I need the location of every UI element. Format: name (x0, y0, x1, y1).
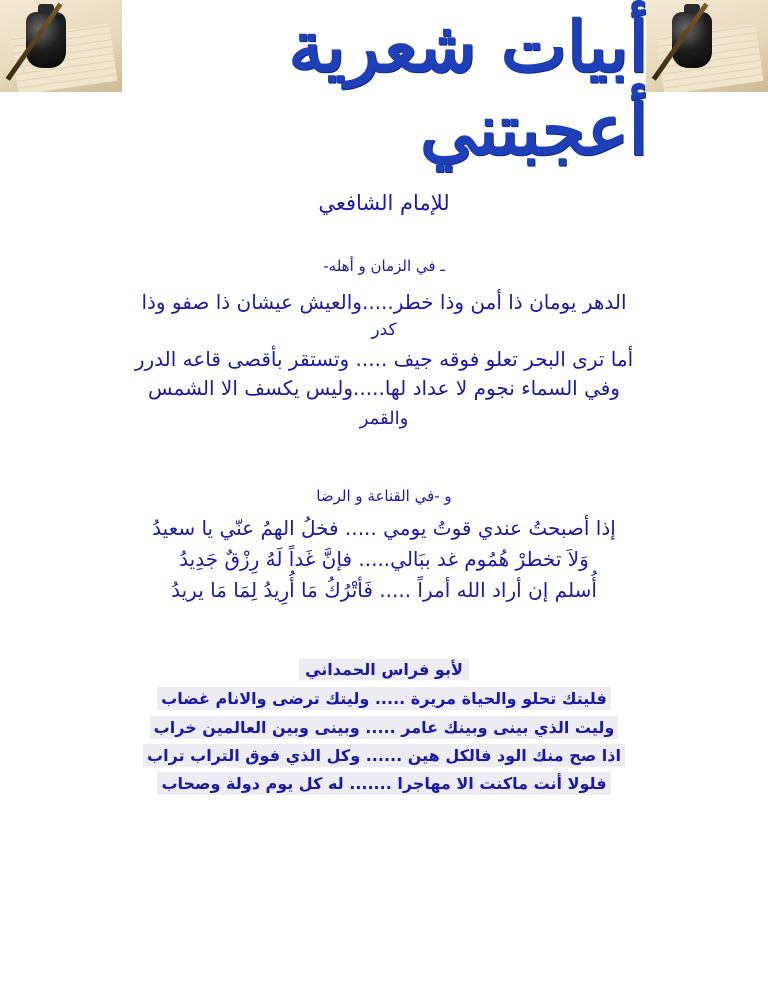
verse-text: وليت الذي بينى وبينك عامر ..... وبينى وبين العالمين خراب (150, 716, 619, 739)
inkwell-image-right (646, 0, 768, 92)
verse-line: إذا أصبحتُ عندي قوتُ يومي ..... فخلُ الهمُ عنّي يا سعيدُ (152, 516, 616, 540)
inkwell-image-left (0, 0, 122, 92)
verse-line (0, 743, 768, 769)
verse-line: وفي السماء نجوم لا عداد لها.....وليس يكسف الا الشمس (148, 376, 620, 400)
section1-subtitle: ـ في الزمان و أهله- (323, 257, 445, 275)
verse-line: كدر (371, 320, 397, 340)
verse-line: والقمر (359, 408, 409, 429)
verse-line: وَلاَ تخطرْ هُمُوم غد ببَالي..... فإنَّ غَداً لَهُ رِزْقٌ جَدِيدُ (179, 547, 589, 571)
section3-author-text: لأبو فراس الحمداني (299, 659, 469, 680)
verse-text: فليتك تحلو والحياة مريرة ..... وليتك ترضى والانام غضاب (157, 687, 611, 710)
section2-subtitle: و -في القناعة و الرضا (316, 487, 452, 505)
verse-line (0, 715, 768, 741)
verse-line (0, 771, 768, 797)
verse-text: اذا صح منك الود فالكل هين ...... وكل الذي فوق التراب تراب (143, 744, 625, 767)
section1-author: للإمام الشافعي (318, 191, 450, 215)
section3-author (0, 660, 768, 679)
verse-text: فلولا أنت ماكنت الا مهاجرا ....... له كل يوم دولة وصحاب (157, 772, 610, 795)
verse-line: الدهر يومان ذا أمن وذا خطر.....والعيش عيشان ذا صفو وذا (141, 290, 627, 314)
verse-line (0, 686, 768, 712)
page-title: أبيات شعرية أعجبتني (288, 5, 648, 171)
verse-line: أُسلم إن أراد الله أمراً ..... فَأتْرُكُ مَا أُرِيدُ لِمَا مَا يريدُ (171, 578, 597, 602)
verse-line: أما ترى البحر تعلو فوقه جيف ..... وتستقر بأقصى قاعه الدرر (134, 347, 634, 371)
